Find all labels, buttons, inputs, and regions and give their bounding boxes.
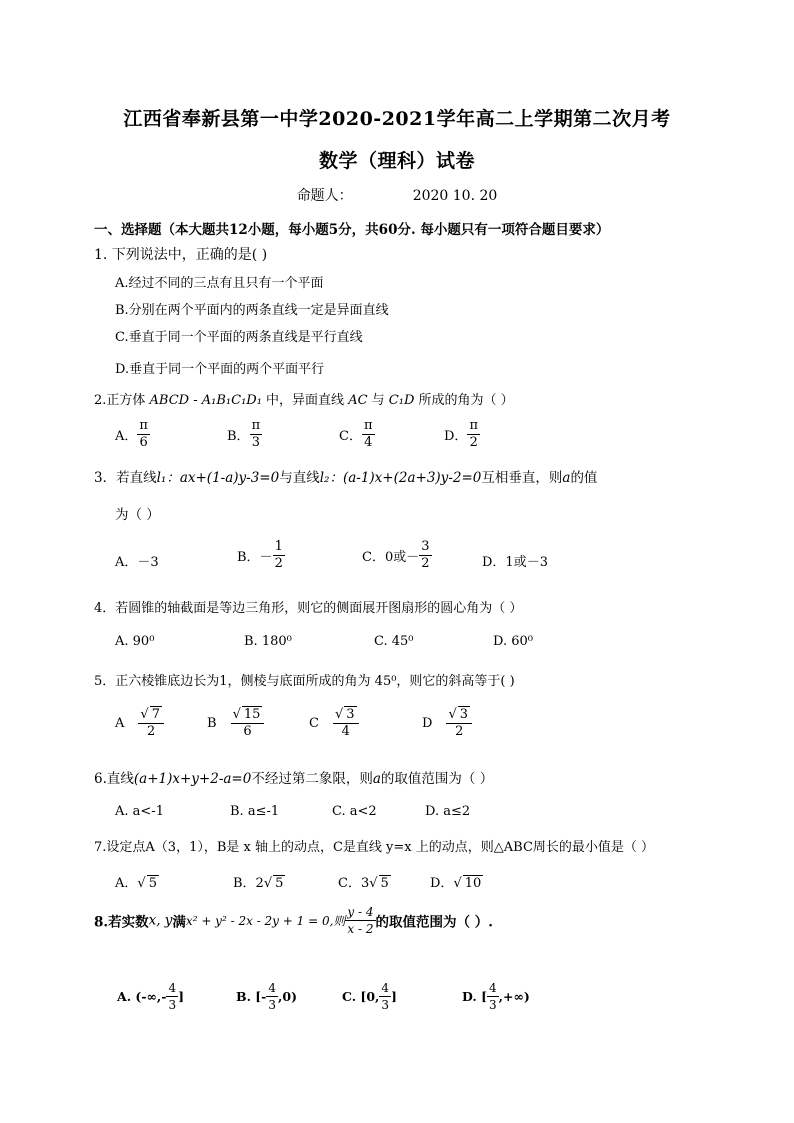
exam-date: 2020 10. 20 [412,188,498,204]
q4-option-b: B. 180⁰ [244,634,292,649]
q2-stem-c: 与 [367,393,389,408]
q7-label-b: B．2 [233,876,264,891]
q2-num-b: π [251,418,261,433]
section-heading: 一、选择题（本大题共12小题，每小题5分，共60分. 每小题只有一项符合题目要求） [94,222,610,238]
q7-rad-b: 5 [275,876,284,891]
q3-c-num: 3 [421,539,430,554]
q5-num-b: 15 [243,707,261,722]
author-label: 命题人： [296,188,353,204]
q2-den-c: 4 [364,435,373,450]
q3-var: a [562,470,571,486]
q5-num-d: 3 [459,707,469,722]
q2-num-d: π [469,418,478,433]
q2-stem-b: 中，异面直线 [261,393,349,408]
q2-label-c: C． [339,429,362,444]
q8-stem [94,904,493,937]
q8-option-a [117,980,184,1013]
q1-option-b: B.分别在两个平面内的两条直线一定是异面直线 [115,303,389,318]
q3-eq2: ：(a-1)x+(2a+3)y-2=0 [329,470,482,486]
q8-frac-den: x - 2 [347,922,374,936]
q8-vars: x, y [148,912,173,929]
author-line [0,185,794,205]
q3-b-den: 2 [274,556,283,571]
q3-end2: 的值 [570,470,598,486]
q5-option-d: D $\frac{√ 3}{2}$ [422,706,472,740]
q5-label-a: A [115,715,125,731]
q8-d-pre: D. [ [462,989,488,1004]
q7-rad-c: 5 [380,876,389,891]
q2-den-b: 3 [251,435,260,450]
q5-stem: 5．正六棱锥底边长为1，侧棱与底面所成的角为 45⁰，则它的斜高等于( ) [94,674,515,689]
q6-option-b: B. a≤-1 [230,804,280,819]
q8-stem-c: 的取值范围为（ ）. [375,914,493,931]
q3-l2: l₂ [319,470,330,486]
q3-eq1: ：ax+(1-a)y-3=0 [166,470,280,486]
q8-d-post: ,+∞) [498,989,530,1004]
q2-num-a: π [139,418,148,433]
q7-option-b: B．2√ 5 [233,876,284,891]
q4-option-c: C. 45⁰ [374,634,414,649]
q2-cube: ABCD - A₁B₁C₁D₁ [149,393,262,408]
q5-num-a: 7 [151,707,160,722]
q3-option-c [362,539,432,572]
q6-stem-a: 6.直线 [94,771,134,787]
q8-a-pre: A. (-∞,- [117,989,167,1004]
q4-option-d: D. 60⁰ [493,634,533,649]
q2-num-c: π [363,418,373,433]
q8-c-num: 4 [381,981,390,995]
q8-c-pre: C. [0, [342,989,380,1004]
q2-ac: AC [348,393,368,408]
q5-den-d: 2 [455,724,464,739]
q3-b-pre: B．－ [237,550,273,565]
q5-label-b: B [207,715,217,731]
q8-c-den: 3 [381,998,390,1012]
q1-stem: 1. 下列说法中，正确的是( ) [94,247,268,263]
q3-option-d: D．1或－3 [482,555,548,570]
q2-stem [94,389,514,408]
q2-option-a [115,418,150,451]
q7-rad-d: 10 [464,876,482,891]
q3-c-pre: C．0或－ [362,550,420,565]
q6-option-d: D. a≤2 [425,804,471,819]
q3-stem [94,466,597,486]
q5-option-b: B $\frac{√ 15}{6}$ [207,706,264,740]
q2-c1d: C₁D [388,393,415,408]
q7-option-d: D．√ 10 [430,876,482,891]
q7-option-a: A．√ 5 [115,876,157,891]
q6-stem [94,767,493,787]
q3-l1: l₁ [156,470,167,486]
q3-b-num: 1 [274,539,283,554]
q4-stem: 4．若圆锥的轴截面是等边三角形，则它的侧面展开图扇形的圆心角为（ ） [94,601,523,616]
q3-stem-line2: 为（ ） [115,507,160,523]
q6-option-a: A. a<-1 [115,804,164,819]
q7-rad-a: 5 [148,876,157,891]
q6-var: a [372,771,381,787]
q3-end: 互相垂直，则 [481,470,563,486]
q7-label-a: A． [115,876,138,891]
q3-mid: 与直线 [279,470,320,486]
q8-b-pre: B. [- [236,989,267,1004]
q8-c-post: ] [391,989,397,1004]
q5-den-c: 4 [341,724,350,739]
q2-label-d: D． [444,429,468,444]
q7-label-c: C．3 [338,876,370,891]
q5-option-c: C $\frac{√ 3}{4}$ [309,706,359,740]
q8-a-num: 4 [168,981,177,995]
q8-option-b [236,980,297,1013]
q7-option-c: C．3√ 5 [338,876,389,891]
q8-b-post: ,0) [278,989,297,1004]
q1-option-c: C.垂直于同一个平面的两条直线是平行直线 [115,330,363,345]
q7-stem: 7.设定点A（3，1），B是 x 轴上的动点，C是直线 y=x 上的动点，则△ABC周长的最小值是（ ） [94,840,655,855]
q2-option-c [339,418,375,451]
q7-label-d: D． [430,876,454,891]
q5-option-a: A $\frac{√ 7}{2}$ [115,706,164,740]
q5-label-c: C [309,715,319,731]
q5-den-a: 2 [147,724,156,739]
q2-option-b [227,418,262,451]
q2-stem-d: 所成的角为（ ） [414,393,514,408]
q2-stem-a: 2.正方体 [94,393,150,408]
q5-num-c: 3 [346,707,355,722]
exam-subtitle: 数学（理科）试卷 [318,150,475,172]
q1-option-d: D.垂直于同一个平面的两个平面平行 [115,362,325,377]
q2-label-a: A． [115,429,138,444]
q8-a-post: ] [178,989,185,1004]
q8-d-den: 3 [489,998,497,1012]
q3-option-b [237,539,285,572]
q3-option-a: A．－3 [115,555,159,570]
q8-b-num: 4 [268,981,277,995]
q8-option-d [462,980,530,1013]
q5-den-b: 6 [243,724,252,739]
q8-d-num: 4 [489,981,497,995]
q3-stem-a: 3．若直线 [94,470,157,486]
exam-title: 江西省奉新县第一中学2020-2021学年高二上学期第二次月考 [123,108,671,130]
q6-option-c: C. a<2 [332,804,377,819]
q2-option-d [444,418,480,451]
q1-option-a: A.经过不同的三点有且只有一个平面 [115,276,324,291]
q6-stem-c: 的取值范围为（ ） [380,771,494,787]
q8-frac-num: y - 4 [347,905,374,919]
q8-b-den: 3 [268,998,277,1012]
q5-label-d: D [422,715,433,731]
q8-stem-b: 满 [172,914,186,931]
q2-label-b: B． [227,429,250,444]
q2-den-d: 2 [469,435,478,450]
q8-option-c [342,980,397,1013]
q4-option-a: A. 90⁰ [115,634,155,649]
q8-eq: x² + y² - 2x - 2y + 1 = 0,则 [185,914,346,928]
q8-stem-a: 8.若实数 [94,914,149,931]
q6-stem-b: 不经过第二象限，则 [251,771,373,787]
q8-a-den: 3 [168,998,177,1012]
q2-den-a: 6 [139,435,148,450]
q6-eq: (a+1)x+y+2-a=0 [133,771,252,787]
q3-c-den: 2 [421,556,430,571]
